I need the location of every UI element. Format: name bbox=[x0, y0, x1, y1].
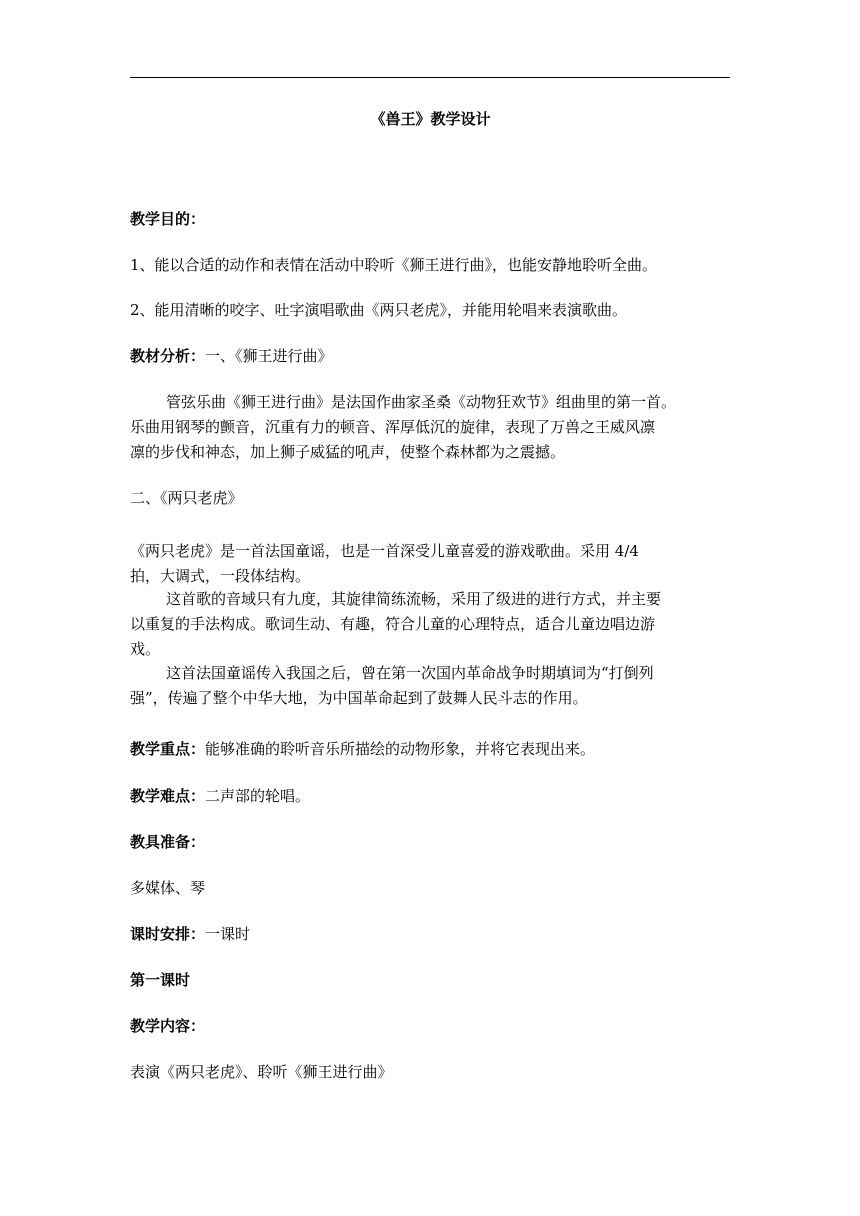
part2-p2-line-1: 这首歌的音域只有九度，其旋律简练流畅，采用了级进的进行方式，并主要 bbox=[166, 590, 662, 608]
objective-item-2: 2、能用清晰的咬字、吐字演唱歌曲《两只老虎》，并能用轮唱来表演歌曲。 bbox=[130, 301, 628, 319]
schedule-heading: 课时安排： bbox=[130, 925, 206, 943]
part2-p1-line-1: 《两只老虎》是一首法国童谣，也是一首深受儿童喜爱的游戏歌曲。采用 4/4 bbox=[130, 542, 639, 560]
part1-line-1: 管弦乐曲《狮王进行曲》是法国作曲家圣桑《动物狂欢节》组曲里的第一首。 bbox=[166, 393, 677, 411]
part2-p1-line-2: 拍，大调式，一段体结构。 bbox=[130, 567, 311, 585]
objective-item-1: 1、能以合适的动作和表情在活动中聆听《狮王进行曲》，也能安静地聆听全曲。 bbox=[130, 256, 658, 274]
tools-text: 多媒体、琴 bbox=[130, 879, 206, 897]
analysis-heading-line bbox=[130, 345, 333, 367]
key-point-line bbox=[130, 738, 595, 760]
key-point-heading: 教学重点： bbox=[130, 740, 206, 758]
schedule-text: 一课时 bbox=[205, 925, 251, 943]
lesson1-heading: 第一课时 bbox=[130, 971, 191, 989]
document-title: 《兽王》教学设计 bbox=[370, 110, 491, 128]
difficulty-text: 二声部的轮唱。 bbox=[205, 787, 311, 805]
content-text: 表演《两只老虎》、聆听《狮王进行曲》 bbox=[130, 1063, 393, 1081]
part2-p3-line-2: 强”，传遍了整个中华大地，为中国革命起到了鼓舞人民斗志的作用。 bbox=[130, 689, 588, 707]
part2-p3-line-1: 这首法国童谣传入我国之后，曾在第一次国内革命战争时期填词为“打倒列 bbox=[166, 664, 654, 682]
difficulty-line bbox=[130, 785, 310, 807]
difficulty-heading: 教学难点： bbox=[130, 787, 206, 805]
key-point-text: 能够准确的聆听音乐所描绘的动物形象，并将它表现出来。 bbox=[205, 740, 596, 758]
objectives-heading: 教学目的： bbox=[130, 210, 206, 228]
analysis-heading: 教材分析： bbox=[130, 347, 206, 365]
part2-p2-line-2: 以重复的手法构成。歌词生动、有趣，符合儿童的心理特点，适合儿童边唱边游 bbox=[130, 615, 656, 633]
content-heading: 教学内容： bbox=[130, 1017, 206, 1035]
part2-p2-line-3: 戏。 bbox=[130, 640, 161, 658]
analysis-part1-title: 一、《狮王进行曲》 bbox=[205, 347, 333, 365]
analysis-part2-title: 二、《两只老虎》 bbox=[130, 489, 243, 507]
part1-line-2: 乐曲用钢琴的颤音，沉重有力的顿音、浑厚低沉的旋律，表现了万兽之王威风凛 bbox=[130, 418, 656, 436]
schedule-line bbox=[130, 923, 250, 945]
part1-line-3: 凛的步伐和神态，加上狮子威猛的吼声，使整个森林都为之震撼。 bbox=[130, 443, 566, 461]
header-rule bbox=[130, 77, 730, 78]
tools-heading: 教具准备： bbox=[130, 833, 206, 851]
